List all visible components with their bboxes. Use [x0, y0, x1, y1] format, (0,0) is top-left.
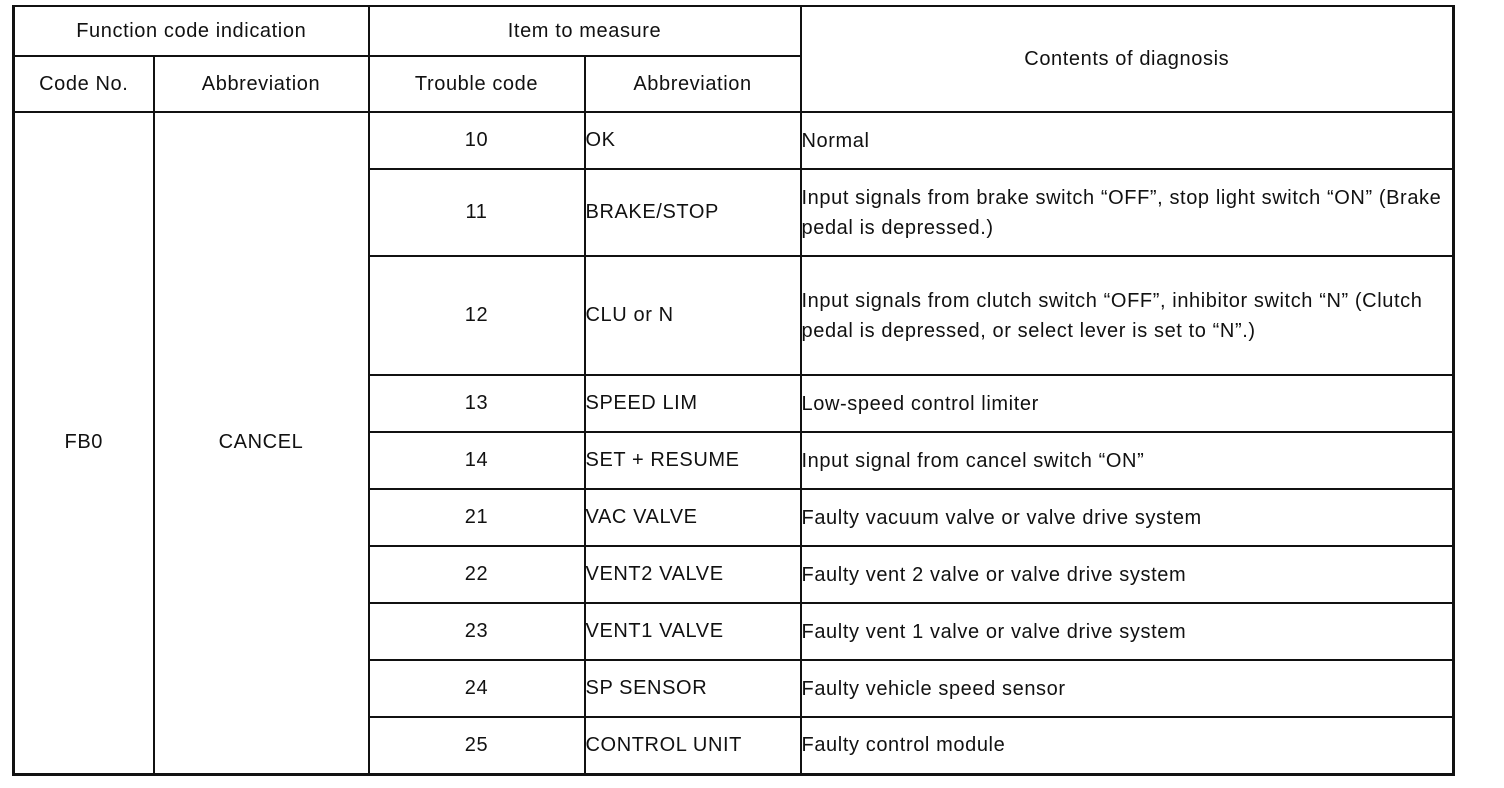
trouble-code-cell: 23 — [369, 603, 585, 660]
diagnosis-cell: Low-speed control limiter — [801, 375, 1454, 432]
diagnosis-cell: Input signals from brake switch “OFF”, stop light switch “ON” (Brake pedal is depressed.) — [801, 169, 1454, 256]
function-code-no-cell: FB0 — [14, 112, 154, 774]
function-abbreviation-header: Abbreviation — [154, 56, 369, 112]
item-abbreviation-cell: VENT2 VALVE — [585, 546, 801, 603]
diagnosis-cell: Faulty control module — [801, 717, 1454, 774]
diagnosis-cell: Normal — [801, 112, 1454, 169]
diagnosis-cell: Faulty vent 2 valve or valve drive system — [801, 546, 1454, 603]
diagnosis-cell: Faulty vacuum valve or valve drive system — [801, 489, 1454, 546]
trouble-code-cell: 22 — [369, 546, 585, 603]
item-abbreviation-cell: CONTROL UNIT — [585, 717, 801, 774]
table-row — [14, 112, 1454, 169]
code-no-header: Code No. — [14, 56, 154, 112]
trouble-code-cell: 13 — [369, 375, 585, 432]
trouble-code-cell: 25 — [369, 717, 585, 774]
item-to-measure-header: Item to measure — [369, 6, 801, 56]
contents-of-diagnosis-header: Contents of diagnosis — [801, 6, 1454, 112]
trouble-code-cell: 24 — [369, 660, 585, 717]
item-abbreviation-cell: SP SENSOR — [585, 660, 801, 717]
trouble-code-cell: 14 — [369, 432, 585, 489]
trouble-code-cell: 11 — [369, 169, 585, 256]
item-abbreviation-cell: OK — [585, 112, 801, 169]
item-abbreviation-cell: VENT1 VALVE — [585, 603, 801, 660]
trouble-code-cell: 21 — [369, 489, 585, 546]
diagnosis-cell: Faulty vent 1 valve or valve drive system — [801, 603, 1454, 660]
item-abbreviation-cell: CLU or N — [585, 256, 801, 375]
trouble-code-cell: 10 — [369, 112, 585, 169]
diagnosis-cell: Input signal from cancel switch “ON” — [801, 432, 1454, 489]
item-abbreviation-cell: SPEED LIM — [585, 375, 801, 432]
trouble-code-cell: 12 — [369, 256, 585, 375]
item-abbreviation-cell: VAC VALVE — [585, 489, 801, 546]
diagnosis-cell: Input signals from clutch switch “OFF”, inhibitor switch “N” (Clutch pedal is depressed, or select lever is set to “N”.) — [801, 256, 1454, 375]
diagnosis-cell: Faulty vehicle speed sensor — [801, 660, 1454, 717]
function-code-indication-header: Function code indication — [14, 6, 369, 56]
item-abbreviation-header: Abbreviation — [585, 56, 801, 112]
trouble-code-header: Trouble code — [369, 56, 585, 112]
item-abbreviation-cell: SET + RESUME — [585, 432, 801, 489]
item-abbreviation-cell: BRAKE/STOP — [585, 169, 801, 256]
diagnosis-table — [12, 5, 1455, 776]
function-abbreviation-cell: CANCEL — [154, 112, 369, 774]
